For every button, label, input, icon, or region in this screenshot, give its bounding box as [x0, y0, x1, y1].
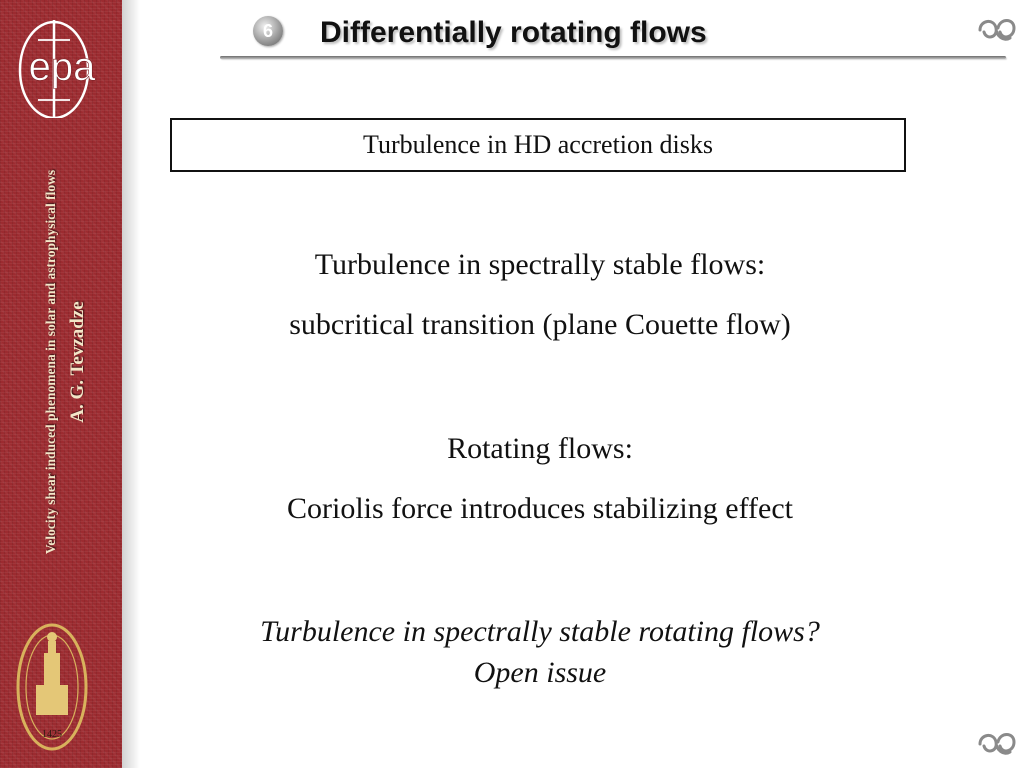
previous-slide-icon[interactable] — [974, 12, 1020, 46]
university-seal-icon — [14, 615, 90, 755]
seal-year: 1425 — [42, 729, 62, 740]
paragraph1-line1: Turbulence in spectrally stable flows: — [314, 248, 766, 281]
logo-text: epa — [28, 45, 96, 89]
sidebar-shadow — [122, 0, 140, 768]
paragraph2-line2: Coriolis force introduces stabilizing effect — [287, 492, 793, 525]
slide-number-badge: 6 — [253, 16, 283, 46]
paragraph2-line1: Rotating flows: — [447, 432, 633, 465]
sidebar — [0, 0, 122, 768]
title-divider — [220, 56, 1006, 59]
next-slide-icon[interactable] — [974, 726, 1020, 760]
question-line2: Open issue — [473, 656, 607, 689]
paragraph1-line2: subcritical transition (plane Couette flow) — [289, 308, 791, 341]
vertical-title: Velocity shear induced phenomena in solar and astrophysical flows — [43, 169, 58, 555]
question-line1: Turbulence in spectrally stable rotating flows? — [260, 615, 820, 648]
author-name: A. G. Tevzadze — [67, 301, 88, 423]
epa-logo — [8, 8, 118, 118]
section-subtitle: Turbulence in HD accretion disks — [170, 118, 906, 172]
slide-title: Differentially rotating flows — [320, 16, 707, 49]
